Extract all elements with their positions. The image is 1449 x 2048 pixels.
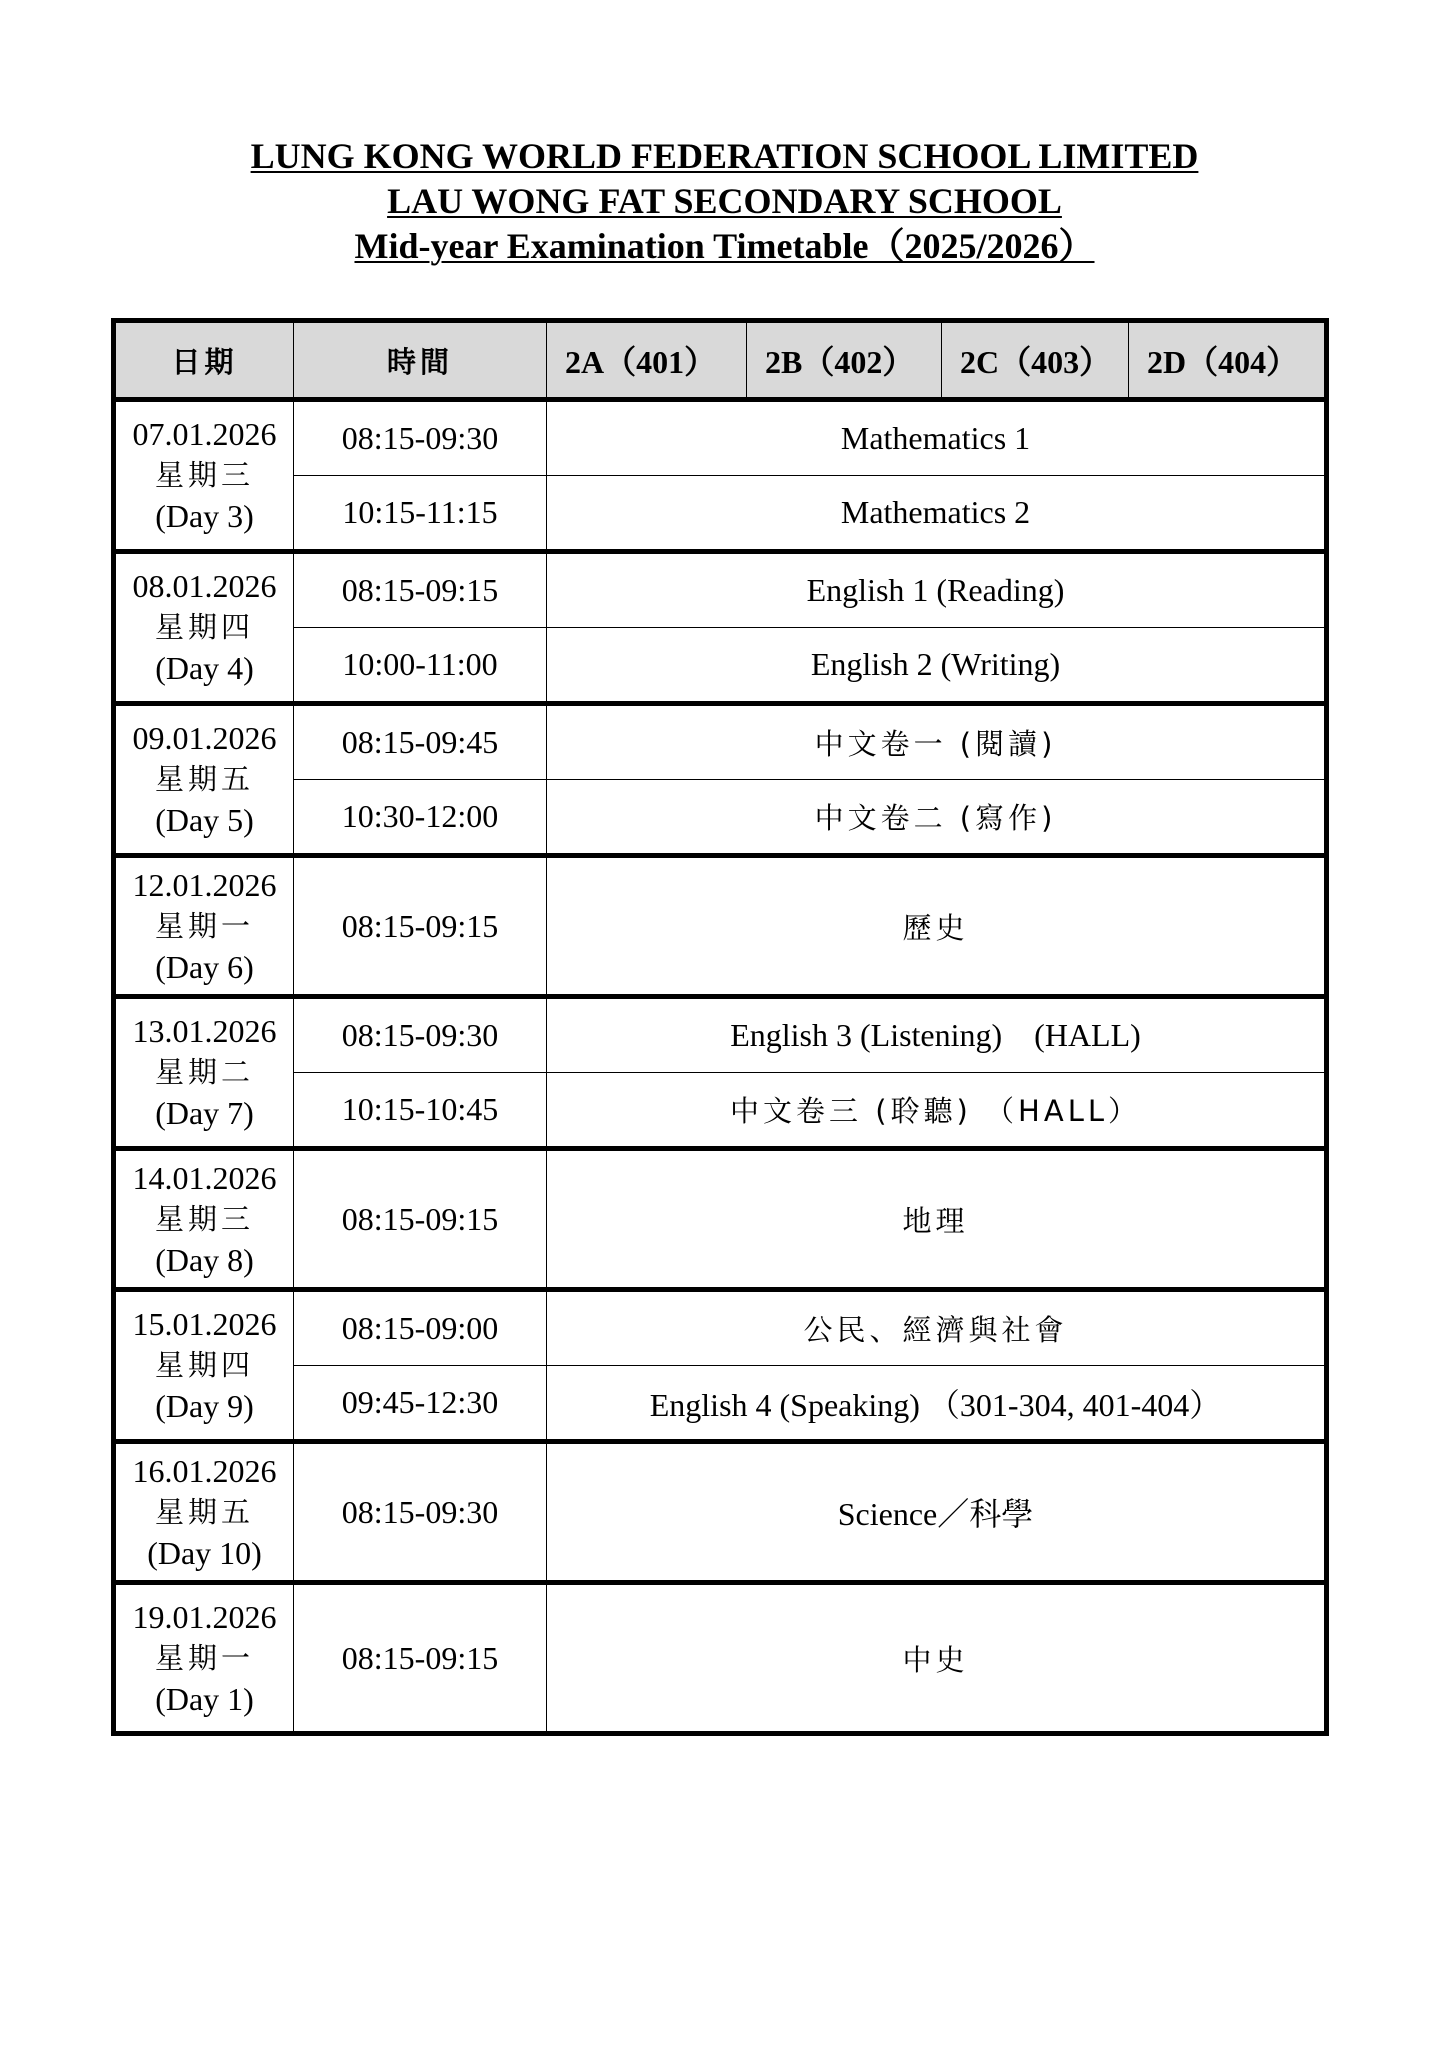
table-row — [114, 780, 1327, 856]
column-header-date: 日期 — [114, 321, 294, 400]
date-cell — [114, 1290, 294, 1442]
date-cell — [114, 1149, 294, 1290]
time-cell: 08:15-09:15 — [294, 856, 547, 997]
subject-cell: English 2 (Writing) — [547, 628, 1327, 704]
column-header-class-2b: 2B（402） — [747, 321, 942, 400]
table-row — [114, 552, 1327, 628]
weekday: 星期一 — [154, 908, 254, 943]
table-row — [114, 1290, 1327, 1366]
table-row — [114, 1442, 1327, 1583]
column-header-class-2c: 2C（403） — [942, 321, 1129, 400]
table-row — [114, 856, 1327, 997]
exam-date: 09.01.2026 — [132, 720, 277, 756]
table-header-row — [114, 321, 1327, 400]
weekday: 星期一 — [154, 1640, 254, 1675]
weekday: 星期五 — [154, 762, 254, 796]
date-cell — [114, 1583, 294, 1734]
cycle-day: (Day 9) — [155, 1388, 254, 1424]
cycle-day: (Day 6) — [155, 948, 254, 985]
date-cell — [114, 552, 294, 704]
subject-cell: Mathematics 1 — [547, 400, 1327, 476]
time-cell: 08:15-09:45 — [294, 704, 547, 780]
table-row — [114, 476, 1327, 552]
table-row — [114, 997, 1327, 1073]
subject-cell: English 1 (Reading) — [547, 552, 1327, 628]
exam-date: 19.01.2026 — [132, 1598, 277, 1635]
subject-cell: Science／科學 — [547, 1442, 1327, 1583]
column-header-class-2a: 2A（401） — [547, 321, 747, 400]
time-cell: 08:15-09:00 — [294, 1290, 547, 1366]
column-header-class-2d: 2D（404） — [1129, 321, 1327, 400]
exam-date: 16.01.2026 — [132, 1452, 277, 1489]
exam-date: 15.01.2026 — [132, 1306, 277, 1342]
time-cell: 10:15-10:45 — [294, 1073, 547, 1149]
time-cell: 10:00-11:00 — [294, 628, 547, 704]
cycle-day: (Day 5) — [155, 802, 254, 838]
weekday: 星期三 — [154, 458, 254, 492]
date-cell — [114, 704, 294, 856]
cycle-day: (Day 4) — [155, 650, 254, 686]
exam-date: 07.01.2026 — [132, 416, 277, 452]
weekday: 星期四 — [154, 1348, 254, 1382]
timetable-title: Mid-year Examination Timetable（2025/2026） — [354, 226, 1095, 266]
exam-date: 12.01.2026 — [132, 866, 277, 903]
date-cell — [114, 856, 294, 997]
document-header — [0, 134, 1449, 269]
time-cell: 09:45-12:30 — [294, 1366, 547, 1442]
weekday: 星期二 — [154, 1055, 254, 1089]
cycle-day: (Day 7) — [155, 1095, 254, 1131]
subject-cell: Mathematics 2 — [547, 476, 1327, 552]
time-cell: 08:15-09:30 — [294, 400, 547, 476]
weekday: 星期三 — [154, 1201, 254, 1236]
cycle-day: (Day 8) — [155, 1241, 254, 1278]
time-cell: 08:15-09:15 — [294, 1149, 547, 1290]
exam-date: 13.01.2026 — [132, 1013, 277, 1049]
time-cell: 10:15-11:15 — [294, 476, 547, 552]
subject-cell: English 3 (Listening) (HALL) — [547, 997, 1327, 1073]
subject-cell: 中史 — [547, 1583, 1327, 1734]
time-cell: 08:15-09:15 — [294, 1583, 547, 1734]
cycle-day: (Day 10) — [147, 1534, 262, 1571]
subject-cell: 中文卷二 (寫作) — [547, 780, 1327, 856]
table-row — [114, 704, 1327, 780]
subject-cell: 地理 — [547, 1149, 1327, 1290]
table-row — [114, 1073, 1327, 1149]
subject-cell: 歷史 — [547, 856, 1327, 997]
weekday: 星期四 — [154, 610, 254, 644]
time-cell: 08:15-09:15 — [294, 552, 547, 628]
subject-cell: 中文卷三 (聆聽) （HALL） — [547, 1073, 1327, 1149]
subject-cell: English 4 (Speaking) （301-304, 401-404） — [547, 1366, 1327, 1442]
weekday: 星期五 — [154, 1494, 254, 1529]
table-row — [114, 1583, 1327, 1734]
exam-timetable — [111, 318, 1329, 1736]
school-name-title: LAU WONG FAT SECONDARY SCHOOL — [387, 181, 1062, 221]
table-row — [114, 628, 1327, 704]
date-cell — [114, 1442, 294, 1583]
time-cell: 08:15-09:30 — [294, 997, 547, 1073]
school-organization-title: LUNG KONG WORLD FEDERATION SCHOOL LIMITED — [250, 136, 1199, 176]
column-header-time: 時間 — [294, 321, 547, 400]
table-row — [114, 400, 1327, 476]
cycle-day: (Day 1) — [155, 1680, 254, 1717]
subject-cell: 中文卷一 (閱讀) — [547, 704, 1327, 780]
subject-cell: 公民、經濟與社會 — [547, 1290, 1327, 1366]
table-row — [114, 1149, 1327, 1290]
time-cell: 10:30-12:00 — [294, 780, 547, 856]
cycle-day: (Day 3) — [155, 498, 254, 534]
date-cell — [114, 997, 294, 1149]
exam-date: 14.01.2026 — [132, 1159, 277, 1196]
date-cell — [114, 400, 294, 552]
time-cell: 08:15-09:30 — [294, 1442, 547, 1583]
table-row — [114, 1366, 1327, 1442]
exam-date: 08.01.2026 — [132, 568, 277, 604]
